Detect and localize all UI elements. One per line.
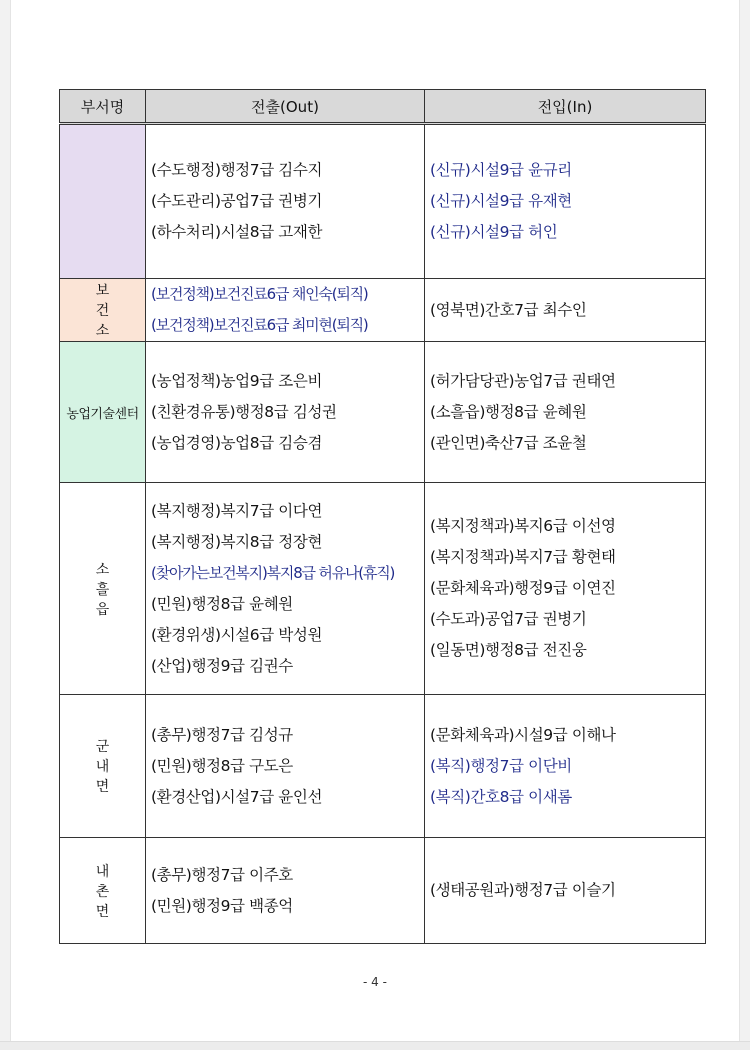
page-edge-left	[0, 0, 11, 1050]
in-cell	[425, 483, 706, 695]
in-entry: (신규)시설9급 윤규리	[430, 161, 572, 179]
in-entry: (문화체육과)행정9급 이연진	[430, 579, 616, 597]
in-cell	[425, 124, 706, 279]
out-cell	[146, 342, 425, 483]
header-dept: 부서명	[60, 90, 146, 124]
page-edge-bottom	[0, 1041, 750, 1050]
out-cell	[146, 483, 425, 695]
table-row	[60, 279, 706, 342]
out-entry: (농업정책)농업9급 조은비	[151, 371, 323, 390]
dept-cell: 군 내 면	[60, 695, 146, 838]
table-header-row	[60, 90, 706, 124]
in-entry: (소흘읍)행정8급 윤혜원	[430, 402, 587, 421]
dept-cell: 보 건 소	[60, 279, 146, 342]
in-cell	[425, 342, 706, 483]
in-entry: (생태공원과)행정7급 이슬기	[430, 881, 616, 899]
personnel-transfer-table	[59, 89, 706, 944]
dept-cell: 내 촌 면	[60, 838, 146, 944]
out-cell	[146, 124, 425, 279]
table-row	[60, 342, 706, 483]
dept-cell: 소 흘 읍	[60, 483, 146, 695]
out-entry: (찾아가는보건복지)복지8급 허유나(휴직)	[151, 563, 395, 582]
in-entry: (수도과)공업7급 권병기	[430, 610, 587, 628]
table-row	[60, 483, 706, 695]
out-entry: (환경위생)시설6급 박성원	[151, 625, 323, 644]
out-entry: (민원)행정9급 백종억	[151, 896, 293, 915]
out-entry: (수도관리)공업7급 권병기	[151, 192, 323, 210]
out-entry: (총무)행정7급 이주호	[151, 865, 293, 884]
out-entry: (민원)행정8급 구도은	[151, 756, 293, 775]
out-cell	[146, 838, 425, 944]
page-number: - 4 -	[363, 975, 387, 989]
header-out: 전출(Out)	[146, 90, 425, 124]
dept-cell: 농업기술센터	[60, 342, 146, 483]
out-entry: (산업)행정9급 김권수	[151, 656, 293, 675]
in-entry: (관인면)축산7급 조윤철	[430, 433, 587, 452]
in-entry: (복지정책과)복지7급 황현태	[430, 548, 616, 566]
in-cell	[425, 279, 706, 342]
in-entry: (신규)시설9급 허인	[430, 223, 558, 241]
table-row	[60, 124, 706, 279]
page-edge-right	[739, 0, 750, 1050]
out-entry: (수도행정)행정7급 김수지	[151, 161, 323, 179]
in-cell	[425, 695, 706, 838]
out-entry: (민원)행정8급 윤혜원	[151, 594, 293, 613]
out-entry: (보건정책)보건진료6급 채인숙(퇴직)	[151, 285, 368, 303]
header-in: 전입(In)	[425, 90, 706, 124]
table-row	[60, 695, 706, 838]
table-row	[60, 838, 706, 944]
in-entry: (일동면)행정8급 전진웅	[430, 641, 587, 659]
in-entry: (신규)시설9급 유재현	[430, 192, 572, 210]
in-entry: (허가담당관)농업7급 권태연	[430, 371, 616, 390]
out-entry: (농업경영)농업8급 김승겸	[151, 433, 323, 452]
in-entry: (복직)행정7급 이단비	[430, 756, 572, 775]
out-cell	[146, 279, 425, 342]
out-entry: (총무)행정7급 김성규	[151, 725, 293, 744]
dept-cell	[60, 124, 146, 279]
in-entry: (영북면)간호7급 최수인	[430, 300, 587, 319]
out-entry: (환경산업)시설7급 윤인선	[151, 787, 323, 806]
in-entry: (복직)간호8급 이새롬	[430, 787, 572, 806]
out-entry: (복지행정)복지8급 정장현	[151, 532, 323, 551]
in-cell	[425, 838, 706, 944]
out-entry: (하수처리)시설8급 고재한	[151, 223, 323, 241]
out-entry: (복지행정)복지7급 이다연	[151, 501, 323, 520]
out-entry: (보건정책)보건진료6급 최미현(퇴직)	[151, 316, 368, 334]
out-cell	[146, 695, 425, 838]
out-entry: (친환경유통)행정8급 김성권	[151, 402, 337, 421]
in-entry: (문화체육과)시설9급 이해나	[430, 725, 616, 744]
in-entry: (복지정책과)복지6급 이선영	[430, 517, 616, 535]
